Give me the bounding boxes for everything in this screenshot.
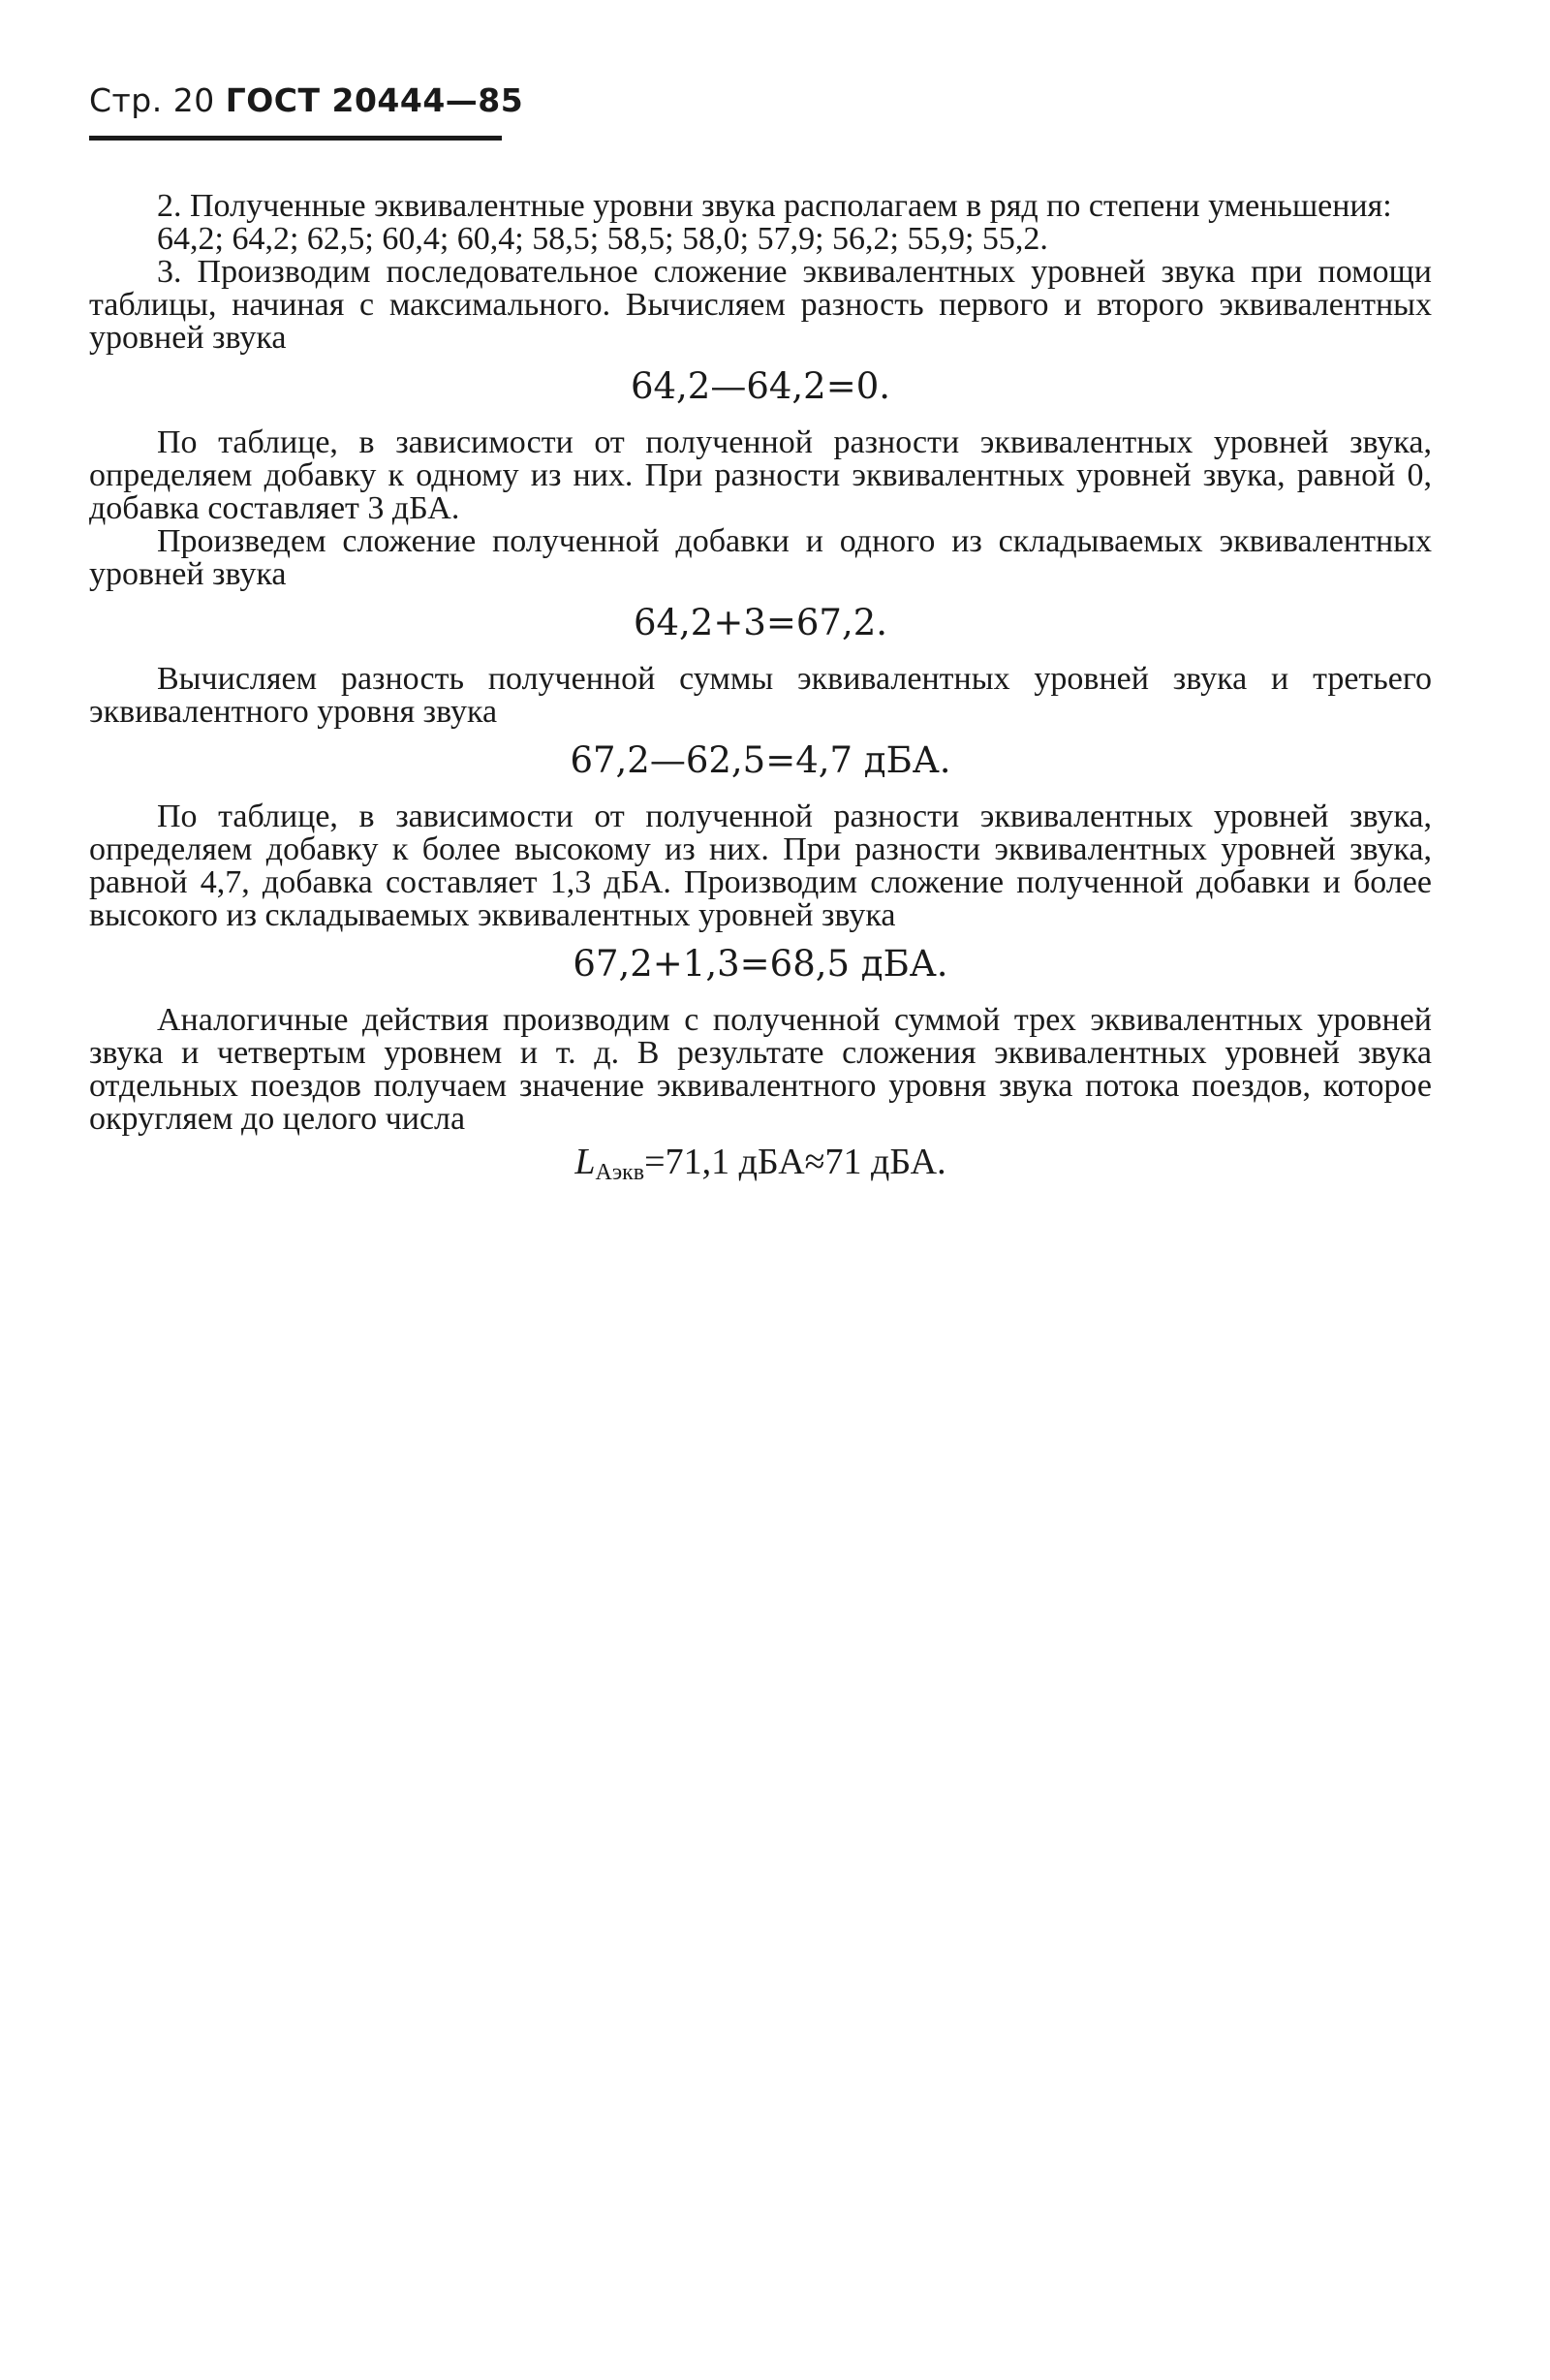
formula-subscript: Аэкв (595, 1160, 645, 1185)
page-number: Стр. 20 (89, 81, 215, 119)
paragraph-7: Аналогичные действия производим с полученной суммой трех эквивалентных уровней звука и четвертым уровнем и т. д. В результате сложения эквивалентных уровней звука отдельных поездов получаем значение эквивалентного уровня звука потока поездов, которое округляем до целого числа (89, 1002, 1432, 1137)
paragraph-3: По таблице, в зависимости от полученной разности эквивалентных уровней звука, определяем добавку к одному из них. При разности эквивалентных уровней звука, равной 0, добавка составляет 3 дБА. (89, 424, 1432, 526)
formula-symbol: L (574, 1142, 596, 1182)
page-header (89, 81, 523, 119)
formula-4: 67,2+1,3=68,5 дБА. (573, 943, 948, 985)
paragraph-1: 2. Полученные эквивалентные уровни звука располагаем в ряд по степени уменьшения: (157, 188, 1392, 224)
header-rule (89, 136, 502, 141)
standard-number: ГОСТ 20444—85 (225, 81, 524, 119)
document-body (89, 190, 1432, 1191)
paragraph-2: 3. Производим последовательное сложение эквивалентных уровней звука при помощи таблицы, начиная с максимального. Вычисляем разность первого и второго эквивалентных уровней звука (89, 254, 1432, 356)
formula-2: 64,2+3=67,2. (633, 602, 888, 643)
paragraph-6: По таблице, в зависимости от полученной разности эквивалентных уровней звука, определяем добавку к более высокому из них. При разности эквивалентных уровней звука, равной 4,7, добавка составляет 1,3 дБА. Производим сложение полученной добавки и более высокого из складываемых эквивалентных уровней звука (89, 799, 1432, 933)
formula-5 (89, 1143, 1432, 1191)
formula-value: =71,1 дБА≈71 дБА. (644, 1142, 946, 1182)
levels-list: 64,2; 64,2; 62,5; 60,4; 60,4; 58,5; 58,5; 58,0; 57,9; 56,2; 55,9; 55,2. (157, 221, 1048, 257)
paragraph-4: Произведем сложение полученной добавки и одного из складываемых эквивалентных уровней звука (89, 523, 1432, 592)
paragraph-5: Вычисляем разность полученной суммы эквивалентных уровней звука и третьего эквивалентного уровня звука (89, 661, 1432, 730)
formula-1: 64,2—64,2=0. (630, 365, 891, 407)
formula-3: 67,2—62,5=4,7 дБА. (570, 739, 951, 781)
